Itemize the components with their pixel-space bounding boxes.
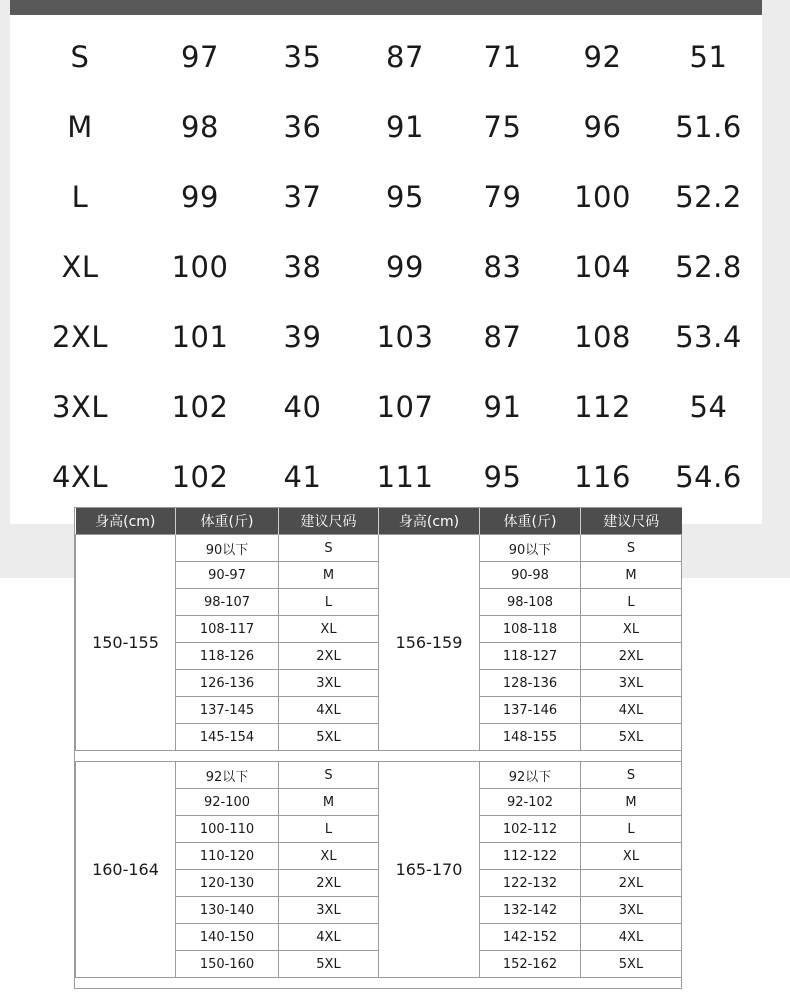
separator-cell bbox=[279, 751, 379, 762]
measurement-cell: 116 bbox=[574, 460, 631, 494]
size-label-cell: L bbox=[71, 180, 89, 214]
header-weight-left: 体重(斤) bbox=[176, 508, 279, 535]
measurement-cell: 87 bbox=[483, 320, 522, 354]
weight-range-cell: 90-97 bbox=[176, 562, 279, 589]
weight-range-cell: 142-152 bbox=[480, 924, 581, 951]
measurement-cell: 52.8 bbox=[675, 250, 742, 284]
weight-range-cell: 92以下 bbox=[480, 762, 581, 789]
measurement-cell: 100 bbox=[171, 250, 229, 284]
size-row bbox=[10, 92, 762, 162]
suggested-size-cell: L bbox=[279, 816, 379, 843]
measurement-cell: 53.4 bbox=[675, 320, 742, 354]
suggested-size-cell: L bbox=[581, 589, 682, 616]
suggested-size-cell: M bbox=[279, 789, 379, 816]
weight-range-cell: 132-142 bbox=[480, 897, 581, 924]
suggested-size-cell: 3XL bbox=[581, 897, 682, 924]
height-range-cell: 156-159 bbox=[379, 535, 480, 751]
weight-range-cell: 145-154 bbox=[176, 724, 279, 751]
size-row bbox=[10, 442, 762, 512]
header-size-left: 建议尺码 bbox=[279, 508, 379, 535]
suggested-size-cell: 2XL bbox=[581, 870, 682, 897]
weight-range-cell: 126-136 bbox=[176, 670, 279, 697]
suggested-size-cell: XL bbox=[279, 843, 379, 870]
weight-range-cell: 92以下 bbox=[176, 762, 279, 789]
weight-range-cell: 118-126 bbox=[176, 643, 279, 670]
suggested-size-cell: L bbox=[581, 816, 682, 843]
measurement-cell: 112 bbox=[574, 390, 631, 424]
measurement-cell: 104 bbox=[574, 250, 631, 284]
suggested-size-cell: S bbox=[279, 762, 379, 789]
suggested-size-cell: XL bbox=[581, 616, 682, 643]
weight-range-cell: 152-162 bbox=[480, 951, 581, 978]
height-range-cell: 150-155 bbox=[76, 535, 176, 751]
weight-range-cell: 118-127 bbox=[480, 643, 581, 670]
weight-range-cell: 128-136 bbox=[480, 670, 581, 697]
size-measurement-card bbox=[10, 0, 762, 524]
weight-range-cell: 92-102 bbox=[480, 789, 581, 816]
suggested-size-cell: 5XL bbox=[279, 951, 379, 978]
weight-range-cell: 92-100 bbox=[176, 789, 279, 816]
weight-range-cell: 112-122 bbox=[480, 843, 581, 870]
measurement-cell: 75 bbox=[483, 110, 522, 144]
weight-range-cell: 102-112 bbox=[480, 816, 581, 843]
measurement-cell: 71 bbox=[483, 40, 522, 74]
weight-range-cell: 100-110 bbox=[176, 816, 279, 843]
header-height-left: 身高(cm) bbox=[76, 508, 176, 535]
header-size-right: 建议尺码 bbox=[581, 508, 682, 535]
suggested-size-cell: 3XL bbox=[279, 897, 379, 924]
suggested-size-cell: 2XL bbox=[279, 643, 379, 670]
size-row bbox=[10, 162, 762, 232]
weight-range-cell: 137-146 bbox=[480, 697, 581, 724]
measurement-cell: 35 bbox=[283, 40, 322, 74]
suggested-size-cell: M bbox=[581, 562, 682, 589]
measurement-cell: 111 bbox=[376, 460, 434, 494]
weight-range-cell: 98-108 bbox=[480, 589, 581, 616]
size-recommendation-panel bbox=[74, 507, 682, 989]
size-label-cell: XL bbox=[61, 250, 99, 284]
measurement-cell: 108 bbox=[574, 320, 631, 354]
suggested-size-cell: 4XL bbox=[279, 924, 379, 951]
weight-range-cell: 122-132 bbox=[480, 870, 581, 897]
measurement-cell: 99 bbox=[181, 180, 219, 214]
suggested-size-cell: 3XL bbox=[581, 670, 682, 697]
header-weight-right: 体重(斤) bbox=[480, 508, 581, 535]
measurement-cell: 95 bbox=[386, 180, 424, 214]
suggested-size-cell: 4XL bbox=[279, 697, 379, 724]
measurement-cell: 37 bbox=[283, 180, 322, 214]
size-label-cell: 4XL bbox=[52, 460, 108, 494]
weight-range-cell: 140-150 bbox=[176, 924, 279, 951]
measurement-cell: 102 bbox=[171, 390, 229, 424]
suggested-size-cell: 4XL bbox=[581, 697, 682, 724]
suggested-size-cell: 4XL bbox=[581, 924, 682, 951]
weight-range-cell: 120-130 bbox=[176, 870, 279, 897]
suggested-size-cell: S bbox=[581, 535, 682, 562]
measurement-cell: 52.2 bbox=[675, 180, 742, 214]
separator-cell bbox=[176, 751, 279, 762]
recommendation-header-row bbox=[76, 508, 682, 535]
measurement-cell: 40 bbox=[283, 390, 322, 424]
suggested-size-cell: L bbox=[279, 589, 379, 616]
measurement-cell: 101 bbox=[171, 320, 229, 354]
measurement-cell: 54.6 bbox=[675, 460, 742, 494]
measurement-cell: 98 bbox=[181, 110, 219, 144]
suggested-size-cell: M bbox=[279, 562, 379, 589]
weight-range-cell: 108-118 bbox=[480, 616, 581, 643]
size-recommendation-table bbox=[75, 508, 682, 978]
suggested-size-cell: 5XL bbox=[581, 724, 682, 751]
height-range-cell: 165-170 bbox=[379, 762, 480, 978]
size-row bbox=[10, 302, 762, 372]
size-measurement-table bbox=[10, 22, 762, 512]
measurement-cell: 51 bbox=[689, 40, 728, 74]
measurement-cell: 107 bbox=[376, 390, 434, 424]
measurement-cell: 103 bbox=[376, 320, 434, 354]
separator-cell bbox=[480, 751, 581, 762]
measurement-cell: 54 bbox=[689, 390, 728, 424]
weight-range-cell: 90以下 bbox=[176, 535, 279, 562]
size-row bbox=[10, 232, 762, 302]
suggested-size-cell: 2XL bbox=[279, 870, 379, 897]
measurement-cell: 95 bbox=[483, 460, 522, 494]
weight-range-cell: 150-160 bbox=[176, 951, 279, 978]
size-row bbox=[10, 372, 762, 442]
measurement-cell: 36 bbox=[283, 110, 322, 144]
weight-range-cell: 98-107 bbox=[176, 589, 279, 616]
suggested-size-cell: S bbox=[581, 762, 682, 789]
separator-cell bbox=[581, 751, 682, 762]
weight-range-cell: 108-117 bbox=[176, 616, 279, 643]
separator-cell bbox=[76, 751, 176, 762]
measurement-cell: 38 bbox=[283, 250, 322, 284]
measurement-cell: 79 bbox=[483, 180, 522, 214]
size-label-cell: 2XL bbox=[52, 320, 108, 354]
suggested-size-cell: 5XL bbox=[581, 951, 682, 978]
suggested-size-cell: S bbox=[279, 535, 379, 562]
size-row bbox=[10, 22, 762, 92]
recommendation-row bbox=[76, 762, 682, 789]
size-table-header-strip bbox=[10, 0, 762, 15]
measurement-cell: 99 bbox=[386, 250, 424, 284]
suggested-size-cell: XL bbox=[279, 616, 379, 643]
suggested-size-cell: 3XL bbox=[279, 670, 379, 697]
measurement-cell: 100 bbox=[574, 180, 631, 214]
suggested-size-cell: 5XL bbox=[279, 724, 379, 751]
measurement-cell: 91 bbox=[386, 110, 424, 144]
measurement-cell: 87 bbox=[386, 40, 424, 74]
weight-range-cell: 90-98 bbox=[480, 562, 581, 589]
measurement-cell: 39 bbox=[283, 320, 322, 354]
recommendation-row bbox=[76, 535, 682, 562]
measurement-cell: 83 bbox=[483, 250, 522, 284]
measurement-cell: 102 bbox=[171, 460, 229, 494]
suggested-size-cell: 2XL bbox=[581, 643, 682, 670]
measurement-cell: 97 bbox=[181, 40, 219, 74]
weight-range-cell: 137-145 bbox=[176, 697, 279, 724]
suggested-size-cell: XL bbox=[581, 843, 682, 870]
block-separator bbox=[76, 751, 682, 762]
measurement-cell: 91 bbox=[483, 390, 522, 424]
weight-range-cell: 148-155 bbox=[480, 724, 581, 751]
size-label-cell: 3XL bbox=[52, 390, 108, 424]
height-range-cell: 160-164 bbox=[76, 762, 176, 978]
size-label-cell: S bbox=[70, 40, 90, 74]
size-label-cell: M bbox=[67, 110, 93, 144]
weight-range-cell: 90以下 bbox=[480, 535, 581, 562]
header-height-right: 身高(cm) bbox=[379, 508, 480, 535]
measurement-cell: 51.6 bbox=[675, 110, 742, 144]
measurement-cell: 92 bbox=[583, 40, 622, 74]
separator-cell bbox=[379, 751, 480, 762]
weight-range-cell: 130-140 bbox=[176, 897, 279, 924]
suggested-size-cell: M bbox=[581, 789, 682, 816]
measurement-cell: 96 bbox=[583, 110, 622, 144]
weight-range-cell: 110-120 bbox=[176, 843, 279, 870]
measurement-cell: 41 bbox=[283, 460, 322, 494]
